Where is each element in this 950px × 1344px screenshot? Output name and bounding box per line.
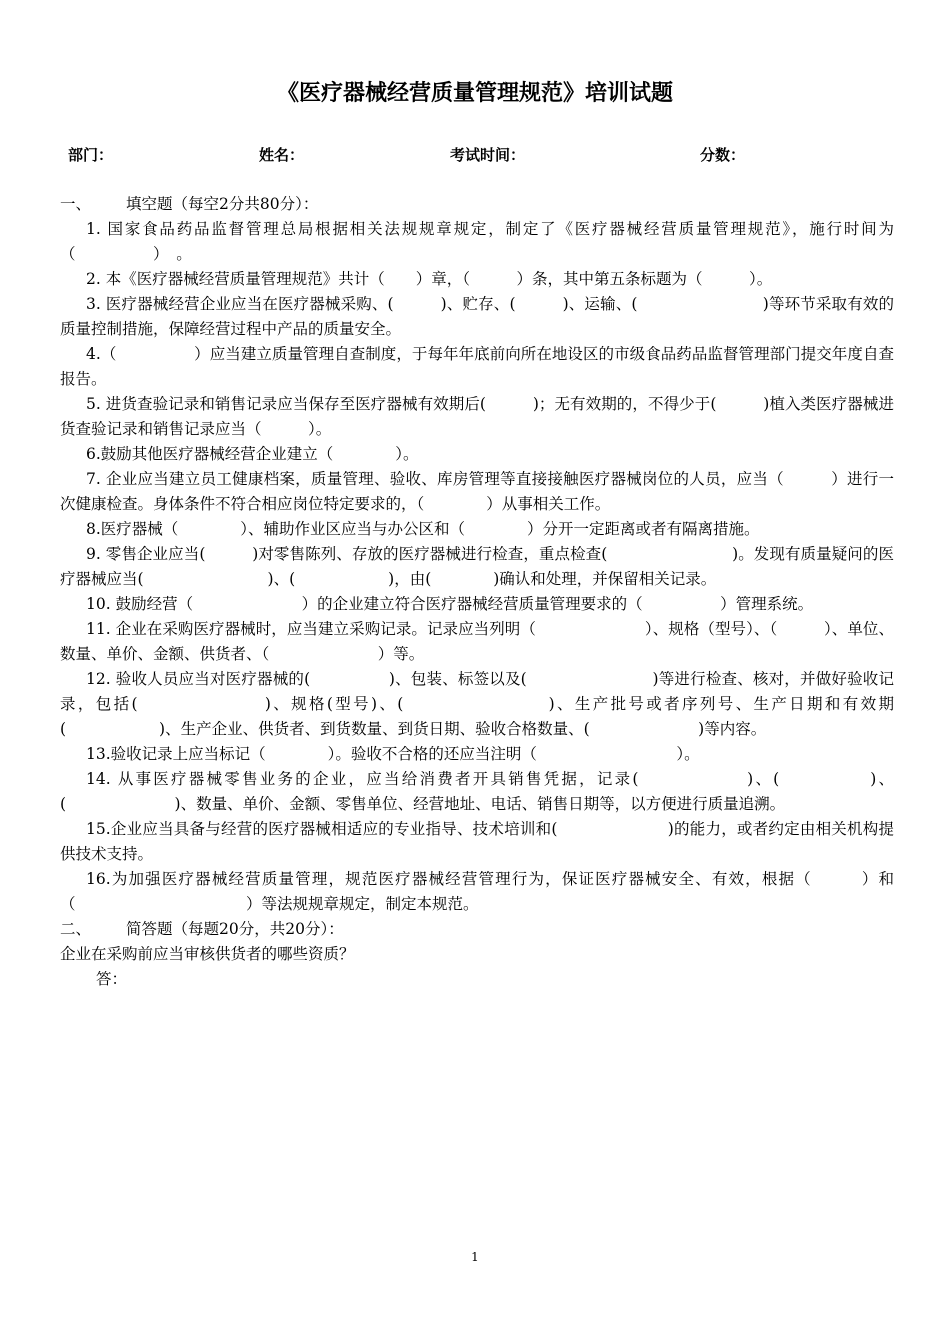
exam-body <box>60 192 894 992</box>
answer-label: 答： <box>96 970 128 988</box>
question-1: 1. 国家食品药品监督管理总局根据相关法规规章规定，制定了《医疗器械经营质量管理规范》，施行时间为（ ） 。 <box>60 220 894 263</box>
question-4: 4.（ ）应当建立质量管理自查制度，于每年年底前向所在地设区的市级食品药品监督管理部门提交年度自查报告。 <box>60 345 894 388</box>
department-field: 部门： <box>68 146 114 164</box>
question-3: 3. 医疗器械经营企业应当在医疗器械采购、( )、贮存、( )、运输、( )等环节采取有效的质量控制措施，保障经营过程中产品的质量安全。 <box>60 295 894 338</box>
question-15: 15.企业应当具备与经营的医疗器械相适应的专业指导、技术培训和( )的能力，或者约定由相关机构提供技术支持。 <box>60 820 894 863</box>
question-9: 9. 零售企业应当( )对零售陈列、存放的医疗器械进行检查，重点检查( )。发现有质量疑问的医疗器械应当( )、( )，由( )确认和处理，并保留相关记录。 <box>60 545 894 588</box>
section-heading-short-answer <box>60 917 894 942</box>
name-field: 姓名： <box>259 146 305 164</box>
page-title: 《医疗器械经营质量管理规范》培训试题 <box>276 81 673 106</box>
header-fields <box>0 144 950 168</box>
question-6: 6.鼓励其他医疗器械经营企业建立（ ）。 <box>86 445 419 463</box>
score-field: 分数： <box>700 146 746 164</box>
section-number: 二、 <box>60 920 92 938</box>
question-2: 2. 本《医疗器械经营质量管理规范》共计（ ）章，（ ）条，其中第五条标题为（ ）。 <box>86 270 773 288</box>
section-number: 一、 <box>60 195 92 213</box>
short-answer-question: 企业在采购前应当审核供货者的哪些资质？ <box>60 945 355 963</box>
question-12: 12. 验收人员应当对医疗器械的( )、包装、标签以及( )等进行检查、核对，并做好验收记录，包括( )、规格(型号)、( )、生产批号或者序列号、生产日期和有效期( )、生产企业、供货者、到货数量、到货日期、验收合格数量、( )等内容。 <box>60 670 894 738</box>
section-title: 简答题（每题20分，共20分）： <box>126 920 344 938</box>
question-10: 10. 鼓励经营（ ）的企业建立符合医疗器械经营质量管理要求的（ ）管理系统。 <box>86 595 814 613</box>
question-8: 8.医疗器械（ ）、辅助作业区应当与办公区和（ ）分开一定距离或者有隔离措施。 <box>86 520 760 538</box>
question-13: 13.验收记录上应当标记（ ）。验收不合格的还应当注明（ ）。 <box>86 745 700 763</box>
section-heading-fill-blank <box>60 192 894 217</box>
page-number: 1 <box>471 1250 479 1264</box>
question-5: 5. 进货查验记录和销售记录应当保存至医疗器械有效期后( )；无有效期的，不得少于( )植入类医疗器械进货查验记录和销售记录应当（ ）。 <box>60 395 894 438</box>
question-14: 14. 从事医疗器械零售业务的企业，应当给消费者开具销售凭据，记录( )、( )、( )、数量、单价、金额、零售单位、经营地址、电话、销售日期等，以方便进行质量追溯。 <box>60 770 894 813</box>
question-16: 16.为加强医疗器械经营质量管理，规范医疗器械经营管理行为，保证医疗器械安全、有效，根据（ ）和（ ）等法规规章规定，制定本规范。 <box>60 870 894 913</box>
question-11: 11. 企业在采购医疗器械时，应当建立采购记录。记录应当列明（ ）、规格（型号）、（ ）、单位、数量、单价、金额、供货者、（ ）等。 <box>60 620 894 663</box>
exam-time-field: 考试时间： <box>450 146 526 164</box>
question-7: 7. 企业应当建立员工健康档案，质量管理、验收、库房管理等直接接触医疗器械岗位的人员，应当（ ）进行一次健康检查。身体条件不符合相应岗位特定要求的，（ ）从事相关工作。 <box>60 470 894 513</box>
section-title: 填空题（每空2分共80分）： <box>126 195 319 213</box>
